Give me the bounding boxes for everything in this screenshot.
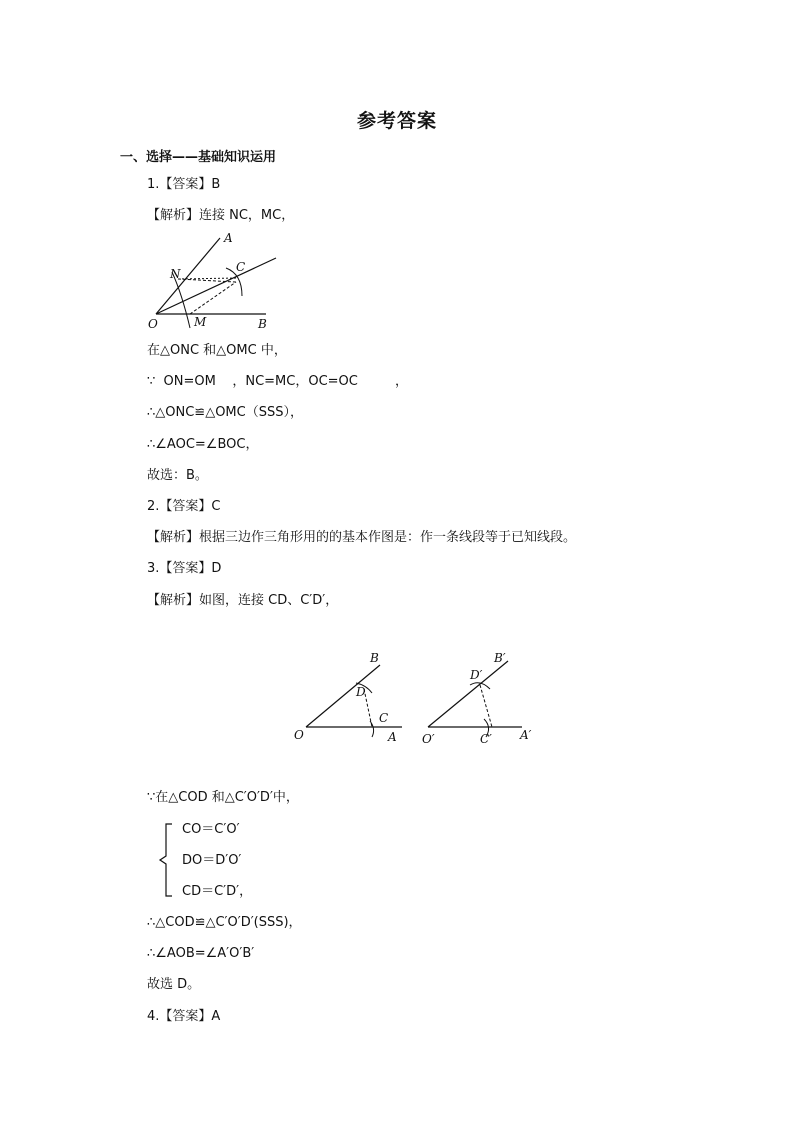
right-label-b: B′ <box>494 651 506 665</box>
left-label-o: O <box>294 728 304 742</box>
q2-answer: 2.【答案】C <box>147 499 221 514</box>
left-label-c: C <box>379 711 389 725</box>
q2-analysis: 【解析】根据三边作三角形用的的基本作图是：作一条线段等于已知线段。 <box>147 530 577 545</box>
q3-line3: ∴∠AOB=∠A′O′B′ <box>147 946 255 961</box>
label-c: C <box>236 260 246 274</box>
section-heading: 一、选择——基础知识运用 <box>120 150 277 165</box>
left-label-a: A <box>388 730 397 744</box>
label-o: O <box>148 317 158 331</box>
right-label-c: C′ <box>480 732 492 746</box>
label-m: M <box>194 315 207 329</box>
q3-line2: ∴△COD≌△C′O′D′(SSS)， <box>147 915 302 930</box>
q3-figure <box>286 645 546 750</box>
right-label-a: A′ <box>520 728 532 742</box>
ray-oa <box>156 238 220 314</box>
q1-line5: 故选：B。 <box>147 468 208 483</box>
page-title: 参考答案 <box>356 110 437 132</box>
q1-analysis: 【解析】连接 NC，MC， <box>147 208 295 223</box>
right-label-o: O′ <box>422 732 435 746</box>
q3-analysis: 【解析】如图，连接 CD、C′D′， <box>147 593 339 608</box>
q1-answer: 1.【答案】B <box>147 177 221 192</box>
q1-line4: ∴∠AOC=∠BOC， <box>147 437 259 452</box>
label-a: A <box>224 231 233 245</box>
left-arc-c <box>370 721 374 737</box>
q3-cond2: DO＝D′O′ <box>182 853 242 868</box>
q3-line1: ∵在△COD 和△C′O′D′中， <box>147 790 299 805</box>
q3-line4: 故选 D。 <box>147 977 201 992</box>
right-ray-ob <box>428 661 508 727</box>
label-b: B <box>258 317 267 331</box>
label-n: N <box>170 267 181 281</box>
q1-line3: ∴△ONC≌△OMC（SSS）， <box>147 405 303 420</box>
left-label-d: D <box>356 685 366 699</box>
q1-line1: 在△ONC 和△OMC 中， <box>147 343 287 358</box>
brace-icon <box>156 820 176 900</box>
q3-cond1: CO＝C′O′ <box>182 822 240 837</box>
left-label-b: B <box>370 651 379 665</box>
q1-figure <box>140 226 290 336</box>
q4-answer: 4.【答案】A <box>147 1009 221 1024</box>
right-label-d: D′ <box>470 668 483 682</box>
segment-nc2 <box>178 278 238 279</box>
left-ray-ob <box>306 665 380 727</box>
q3-answer: 3.【答案】D <box>147 561 222 576</box>
q1-line2: ∵ ON=OM ，NC=MC，OC=OC ， <box>147 374 409 389</box>
q3-cond3: CD＝C′D′， <box>182 884 253 899</box>
